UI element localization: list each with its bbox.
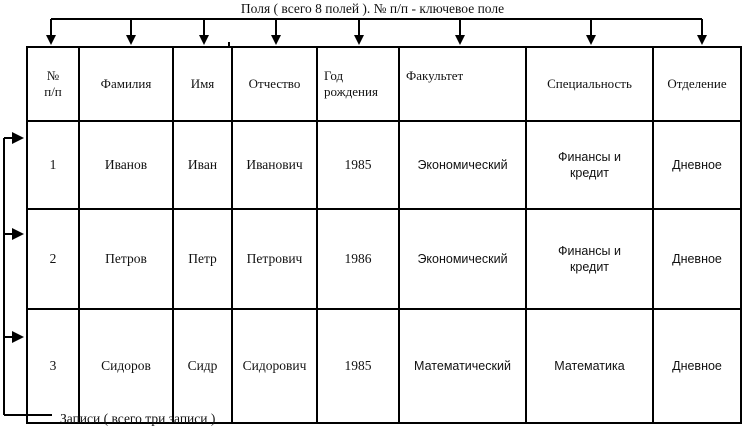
record-arrowhead-3 bbox=[12, 331, 24, 343]
cell-birth-year: 1985 bbox=[317, 309, 399, 423]
header-row bbox=[27, 47, 741, 121]
cell-specialty: Математика bbox=[526, 309, 653, 423]
cell-department: Дневное bbox=[653, 209, 741, 309]
record-arrowhead-1 bbox=[12, 132, 24, 144]
cell-birth-year: 1986 bbox=[317, 209, 399, 309]
field-arrowhead-8 bbox=[697, 35, 707, 45]
fields-bracket bbox=[51, 19, 702, 48]
cell-department: Дневное bbox=[653, 121, 741, 209]
fields-arrowheads bbox=[46, 35, 707, 45]
cell-patronymic: Сидорович bbox=[232, 309, 317, 423]
header-cell-faculty: Факультет bbox=[399, 47, 526, 121]
field-arrowhead-4 bbox=[271, 35, 281, 45]
header-cell-department: Отделение bbox=[653, 47, 741, 121]
cell-surname: Петров bbox=[79, 209, 173, 309]
students-table bbox=[26, 46, 742, 424]
cell-department: Дневное bbox=[653, 309, 741, 423]
cell-faculty: Экономический bbox=[399, 121, 526, 209]
cell-number: 3 bbox=[27, 309, 79, 423]
cell-patronymic: Петрович bbox=[232, 209, 317, 309]
record-arrowhead-2 bbox=[12, 228, 24, 240]
cell-birth-year: 1985 bbox=[317, 121, 399, 209]
field-arrowhead-1 bbox=[46, 35, 56, 45]
header-cell-number: № п/п bbox=[27, 47, 79, 121]
cell-specialty: Финансы и кредит bbox=[526, 209, 653, 309]
cell-specialty: Финансы и кредит bbox=[526, 121, 653, 209]
header-cell-patronymic: Отчество bbox=[232, 47, 317, 121]
field-arrowhead-6 bbox=[455, 35, 465, 45]
table-row bbox=[27, 121, 741, 209]
cell-faculty: Экономический bbox=[399, 209, 526, 309]
records-caption: Записи ( всего три записи ) bbox=[60, 411, 216, 426]
field-arrowhead-5 bbox=[354, 35, 364, 45]
field-arrowhead-7 bbox=[586, 35, 596, 45]
cell-name: Сидр bbox=[173, 309, 232, 423]
cell-name: Петр bbox=[173, 209, 232, 309]
header-cell-name: Имя bbox=[173, 47, 232, 121]
table-row bbox=[27, 209, 741, 309]
fields-caption: Поля ( всего 8 полей ). № п/п - ключевое поле bbox=[240, 1, 505, 16]
field-arrowhead-2 bbox=[126, 35, 136, 45]
header-cell-surname: Фамилия bbox=[79, 47, 173, 121]
cell-surname: Сидоров bbox=[79, 309, 173, 423]
cell-patronymic: Иванович bbox=[232, 121, 317, 209]
cell-number: 1 bbox=[27, 121, 79, 209]
field-arrowhead-3 bbox=[199, 35, 209, 45]
header-cell-specialty: Специальность bbox=[526, 47, 653, 121]
table-row bbox=[27, 309, 741, 423]
cell-name: Иван bbox=[173, 121, 232, 209]
cell-faculty: Математический bbox=[399, 309, 526, 423]
cell-number: 2 bbox=[27, 209, 79, 309]
cell-surname: Иванов bbox=[79, 121, 173, 209]
records-arrowheads bbox=[12, 132, 24, 343]
header-cell-birth-year: Год рождения bbox=[317, 47, 399, 121]
